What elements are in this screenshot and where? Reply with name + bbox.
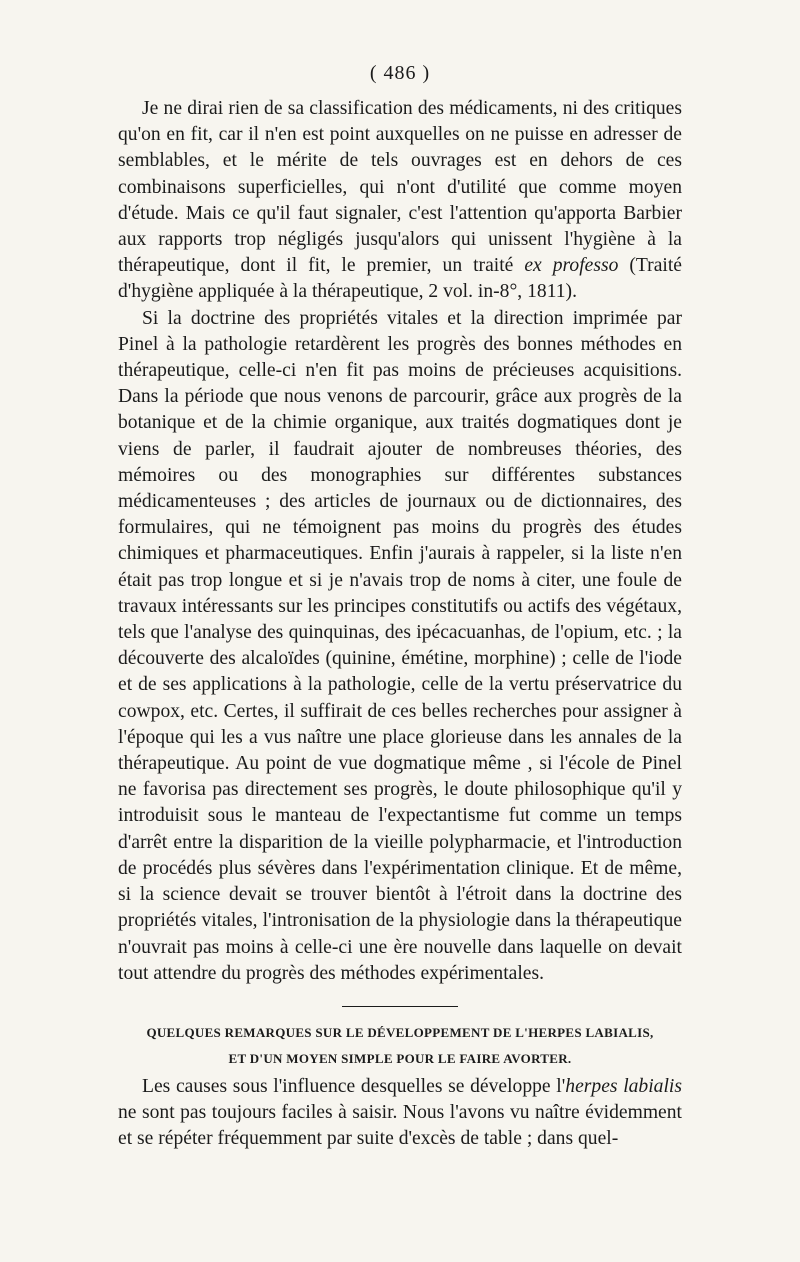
paragraph-text-end: (Traité d'hygiène appliquée à la thérapeutique, 2 vol. in-8°, 1811). [118, 255, 682, 303]
section-heading [118, 1020, 682, 1072]
paragraph-doctrine: Si la doctrine des propriétés vitales et la direction imprimée par Pinel à la pathologie retardèrent les progrès des bonnes méthodes en thérapeutique, celle-ci n'en fit pas moins de précieuses acquisitions. Dans la période que nous venons de parcourir, grâce aux progrès de la botanique et de la chimie organique, aux traités dogmatiques dont je viens de parler, il faudrait ajouter de nombreuses théories, des mémoires ou des monographies sur différentes substances médicamenteuses ; des articles de journaux ou de dictionnaires, des formulaires, qui ne témoignent pas moins du progrès des études chimiques et pharmaceutiques. Enfin j'aurais à rappeler, si la liste n'en était pas trop longue et si je n'avais trop de noms à citer, une foule de travaux intéressants sur les principes constitutifs ou actifs des végétaux, tels que l'analyse des quinquinas, des ipécacuanhas, de l'opium, etc. ; la découverte des alcaloïdes (quinine, émétine, morphine) ; celle de l'iode et de ses applications à la pathologie, celle de la vertu préservatrice du cowpox, etc. Certes, il suffirait de ces belles recherches pour assigner à l'époque qui les a vus naître une place glorieuse dans les annales de la thérapeutique. Au point de vue dogmatique même , si l'école de Pinel ne favorisa pas directement ses progrès, le doute philosophique qu'il y introduisit sous le manteau de l'expectantisme fut comme un temps d'arrêt entre la disparition de la vieille polypharmacie, et l'introduction de procédés plus sévères dans l'expérimentation clinique. Et de même, si la science devait se trouver bientôt à l'étroit dans la doctrine des propriétés vitales, l'intronisation de la physiologie dans la thérapeutique n'ouvrait pas moins à celle-ci une ère nouvelle dans laquelle on devait tout attendre du progrès des méthodes expérimentales. [118, 307, 682, 984]
paragraph-herpes [118, 1074, 682, 1153]
italic-phrase: ex professo [524, 255, 619, 277]
section-heading-line-2: ET D'UN MOYEN SIMPLE POUR LE FAIRE AVORTER. [228, 1051, 572, 1066]
italic-term: herpes labialis [565, 1076, 682, 1097]
page-number: ( 486 ) [369, 62, 431, 84]
section-text [118, 1074, 682, 1153]
section-divider [342, 1006, 458, 1007]
paragraph-barbier [118, 96, 682, 306]
paragraph-text: Je ne dirai rien de sa classification des médicaments, ni des critiques qu'on en fit, car il n'en est point auxquelles on ne puisse en adresser de semblables, et le mérite de tels ouvrages est en dehors de ces combinaisons superficielles, qui n'ont d'utilité que comme moyen d'étude. Mais ce qu'il faut signaler, c'est l'attention qu'apporta Barbier aux rapports trop négligés jusqu'alors qui unissent l'hygiène à la thérapeutique, dont il fit, le premier, un traité [118, 98, 682, 277]
paragraph-text-end: ne sont pas toujours faciles à saisir. Nous l'avons vu naître évidemment et se répéter fréquemment par suite d'excès de table ; dans quel- [118, 1102, 682, 1150]
section-heading-line-1: QUELQUES REMARQUES SUR LE DÉVELOPPEMENT DE L'HERPES LABIALIS, [146, 1025, 654, 1040]
main-text [118, 96, 682, 987]
paragraph-text: Les causes sous l'influence desquelles se développe l' [142, 1076, 566, 1097]
